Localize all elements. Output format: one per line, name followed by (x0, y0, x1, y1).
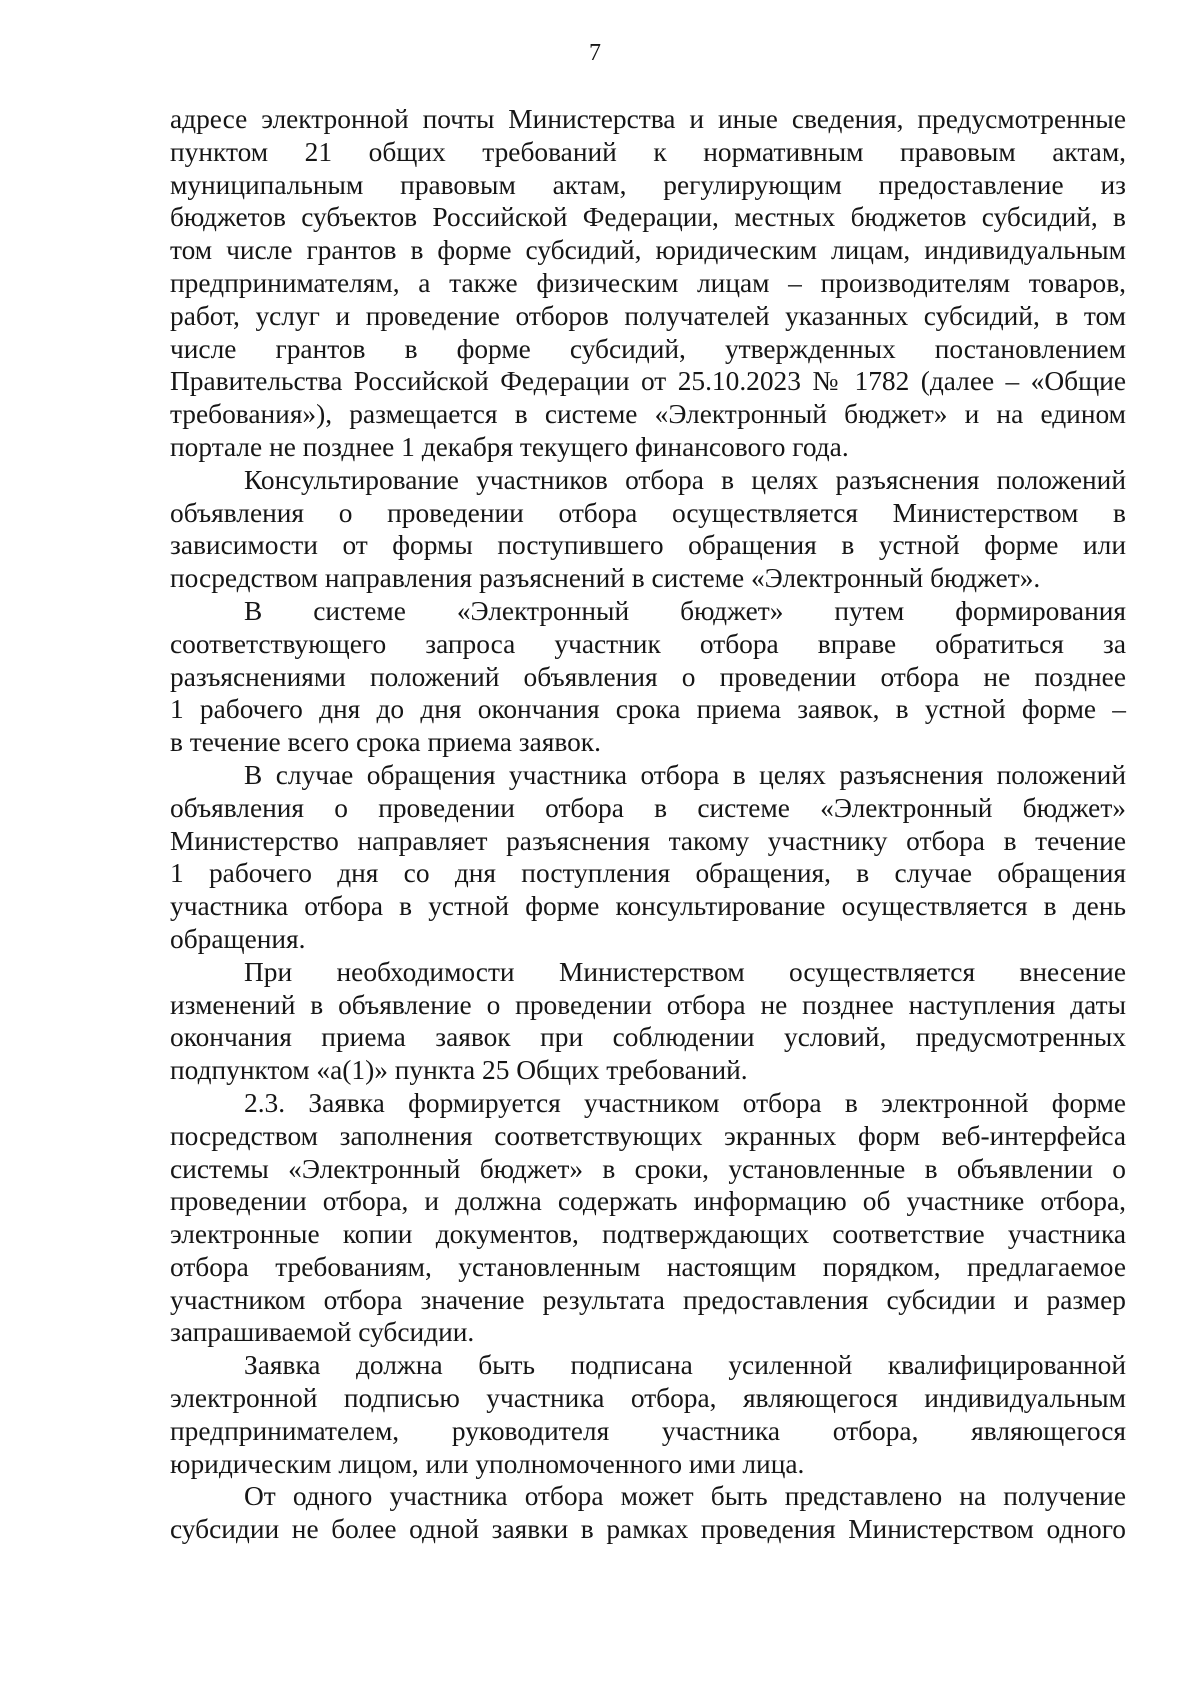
text-line: посредством направления разъяснений в системе «Электронный бюджет». (170, 563, 1041, 594)
text-line: юридическим лицом, или уполномоченного ими лица. (170, 1448, 805, 1479)
text-line: проведении отбора, и должна содержать информацию об участнике отбора, (170, 1186, 1126, 1217)
text-line: пунктом 21 общих требований к нормативным правовым актам, (170, 136, 1126, 167)
text-line: электронные копии документов, подтверждающих соответствие участника (170, 1219, 1126, 1250)
page-number: 7 (589, 40, 601, 66)
text-line: предпринимателям, а также физическим лицам – производителям товаров, (170, 267, 1126, 298)
document-body (170, 103, 1126, 1546)
paragraph (170, 464, 1126, 595)
text-line: требования»), размещается в системе «Электронный бюджет» и на едином (170, 399, 1126, 430)
paragraph (170, 1087, 1126, 1349)
text-line: портале не позднее 1 декабря текущего финансового года. (170, 431, 849, 462)
text-line: Заявка должна быть подписана усиленной квалифицированной (244, 1350, 1126, 1381)
paragraph (170, 759, 1126, 956)
text-line: субсидии не более одной заявки в рамках проведения Министерством одного (170, 1514, 1126, 1545)
text-line: подпунктом «а(1)» пункта 25 Общих требований. (170, 1055, 748, 1086)
text-line: посредством заполнения соответствующих экранных форм веб-интерфейса (170, 1120, 1126, 1151)
text-line: участника отбора в устной форме консультирование осуществляется в день (170, 891, 1126, 922)
text-line: адресе электронной почты Министерства и иные сведения, предусмотренные (170, 104, 1126, 134)
text-line: числе грантов в форме субсидий, утвержденных постановлением (170, 333, 1126, 364)
paragraph (170, 595, 1126, 759)
paragraph (170, 103, 1126, 464)
text-line: 1 рабочего дня со дня поступления обращения, в случае обращения (170, 858, 1126, 889)
text-line: объявления о проведении отбора в системе «Электронный бюджет» (170, 792, 1126, 823)
text-line: Консультирование участников отбора в целях разъяснения положений (244, 464, 1126, 495)
text-line: предпринимателем, руководителя участника отбора, являющегося (170, 1415, 1126, 1446)
text-line: разъяснениями положений объявления о проведении отбора не позднее (170, 661, 1126, 692)
text-line: бюджетов субъектов Российской Федерации, местных бюджетов субсидий, в (170, 202, 1126, 233)
text-line: В случае обращения участника отбора в целях разъяснения положений (244, 759, 1126, 790)
text-line: зависимости от формы поступившего обращения в устной форме или (170, 530, 1126, 561)
text-line: В системе «Электронный бюджет» путем формирования (244, 595, 1126, 626)
paragraph (170, 1480, 1126, 1546)
text-line: работ, услуг и проведение отборов получателей указанных субсидий, в том (170, 300, 1126, 331)
text-line: обращения. (170, 923, 306, 954)
text-line: От одного участника отбора может быть представлено на получение (244, 1481, 1126, 1512)
text-line: При необходимости Министерством осуществляется внесение (244, 956, 1126, 987)
text-line: участником отбора значение результата предоставления субсидии и размер (170, 1284, 1126, 1315)
text-line: запрашиваемой субсидии. (170, 1317, 475, 1348)
text-line: объявления о проведении отбора осуществляется Министерством в (170, 497, 1126, 528)
text-line: электронной подписью участника отбора, являющегося индивидуальным (170, 1383, 1126, 1414)
text-line: том числе грантов в форме субсидий, юридическим лицам, индивидуальным (170, 235, 1126, 266)
text-line: отбора требованиям, установленным настоящим порядком, предлагаемое (170, 1251, 1126, 1282)
text-line: окончания приема заявок при соблюдении условий, предусмотренных (170, 1022, 1126, 1053)
text-line: изменений в объявление о проведении отбора не позднее наступления даты (170, 989, 1126, 1020)
text-line: Министерство направляет разъяснения такому участнику отбора в течение (170, 825, 1126, 856)
text-line: системы «Электронный бюджет» в сроки, установленные в объявлении о (170, 1153, 1126, 1184)
text-line: Правительства Российской Федерации от 25.10.2023 № 1782 (далее – «Общие (170, 366, 1126, 397)
text-line: 1 рабочего дня до дня окончания срока приема заявок, в устной форме – (170, 694, 1126, 725)
text-line: в течение всего срока приема заявок. (170, 727, 601, 758)
text-line: муниципальным правовым актам, регулирующим предоставление из (170, 169, 1126, 200)
text-line: соответствующего запроса участник отбора вправе обратиться за (170, 628, 1126, 659)
text-line: 2.3. Заявка формируется участником отбора в электронной форме (244, 1087, 1126, 1118)
paragraph (170, 956, 1126, 1087)
paragraph (170, 1349, 1126, 1480)
